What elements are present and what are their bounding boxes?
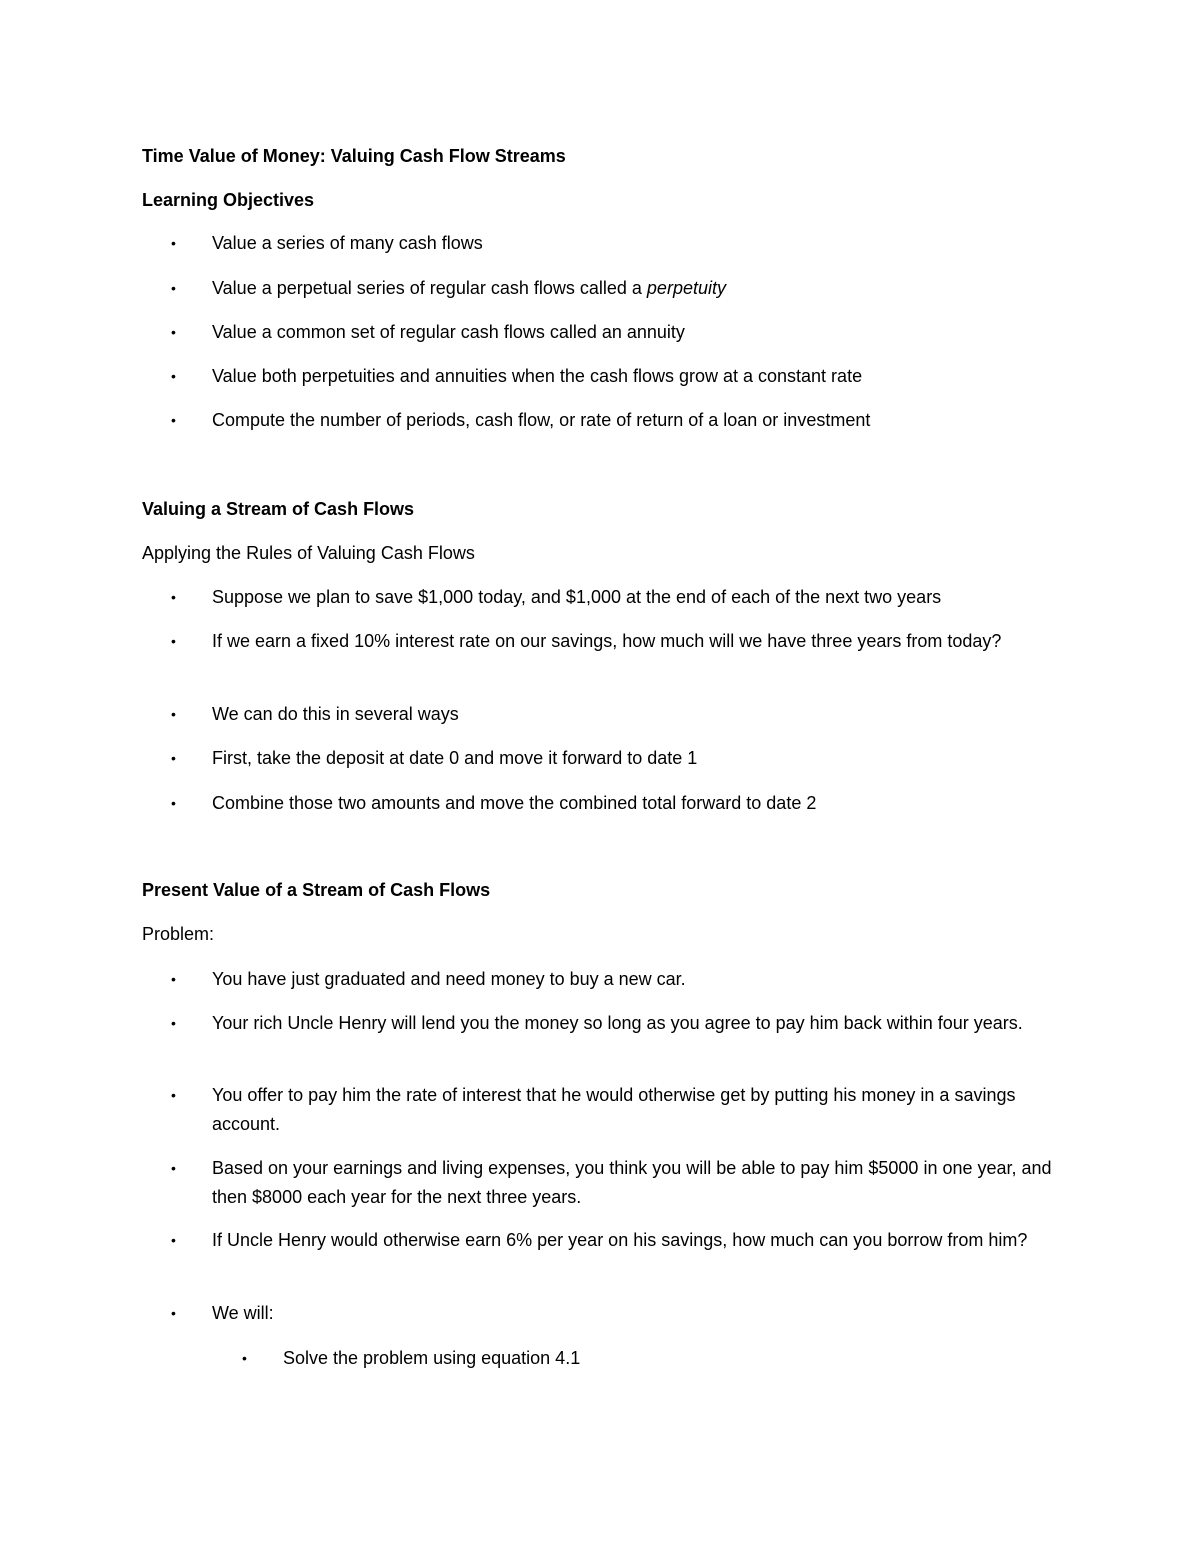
- document-title: Time Value of Money: Valuing Cash Flow Streams: [142, 146, 566, 166]
- bullet-icon: •: [171, 280, 176, 296]
- list-item-text: We can do this in several ways: [212, 704, 459, 724]
- section-heading-valuing-stream: Valuing a Stream of Cash Flows: [142, 499, 415, 519]
- list-item-text: Based on your earnings and living expenses, you think you will be able to pay him $5000 in one year, and then $8000 each year for the next three years.: [212, 1158, 1052, 1207]
- section-subheading-rules: Applying the Rules of Valuing Cash Flows: [142, 543, 475, 563]
- list-item-text: First, take the deposit at date 0 and move it forward to date 1: [212, 748, 698, 768]
- bullet-icon: •: [171, 589, 176, 605]
- bullet-icon: •: [171, 1015, 176, 1031]
- bullet-icon: •: [171, 750, 176, 766]
- list-item-text: We will:: [212, 1303, 274, 1323]
- list-item: [171, 1154, 1072, 1212]
- list-item: [171, 789, 1072, 818]
- list-item-text: Value a common set of regular cash flows called an annuity: [212, 322, 685, 342]
- learning-objectives-heading: Learning Objectives: [142, 190, 315, 210]
- bullet-icon: •: [171, 1087, 176, 1103]
- bullet-icon: •: [171, 368, 176, 384]
- list-item: [171, 965, 1072, 994]
- list-item: [171, 362, 1072, 391]
- sub-list-item: [242, 1344, 1063, 1373]
- list-item-text: If Uncle Henry would otherwise earn 6% per year on his savings, how much can you borrow from him?: [212, 1230, 1028, 1250]
- bullet-icon: •: [171, 412, 176, 428]
- emphasis-text: perpetuity: [646, 278, 726, 298]
- list-item-text: You have just graduated and need money to buy a new car.: [212, 969, 686, 989]
- sub-list-item-text: Solve the problem using equation 4.1: [283, 1348, 581, 1368]
- bullet-icon: •: [242, 1350, 247, 1366]
- list-item-text: Your rich Uncle Henry will lend you the money so long as you agree to pay him back within four years.: [212, 1013, 1023, 1033]
- bullet-icon: •: [171, 1232, 176, 1248]
- bullet-icon: •: [171, 706, 176, 722]
- list-item: [171, 274, 1072, 303]
- list-item-text: Value a perpetual series of regular cash flows called a: [212, 278, 647, 298]
- section-subheading-problem: Problem:: [142, 924, 215, 944]
- bullet-icon: •: [171, 324, 176, 340]
- list-item: [171, 318, 1072, 347]
- bullet-icon: •: [171, 633, 176, 649]
- list-item-text: Value both perpetuities and annuities when the cash flows grow at a constant rate: [212, 366, 863, 386]
- list-item-text: You offer to pay him the rate of interest that he would otherwise get by putting his money in a savings account.: [212, 1085, 1016, 1134]
- list-item: [171, 1299, 1072, 1328]
- bullet-icon: •: [171, 1305, 176, 1321]
- list-item: [171, 1009, 1072, 1038]
- list-item: [171, 627, 1072, 656]
- list-item-text: Suppose we plan to save $1,000 today, and $1,000 at the end of each of the next two years: [212, 587, 942, 607]
- list-item: [171, 1226, 1072, 1255]
- list-item-text: Combine those two amounts and move the combined total forward to date 2: [212, 793, 817, 813]
- list-item-text: Compute the number of periods, cash flow, or rate of return of a loan or investment: [212, 410, 871, 430]
- list-item: [171, 700, 1072, 729]
- list-item: [171, 229, 1072, 258]
- list-item: [171, 583, 1072, 612]
- list-item-text: If we earn a fixed 10% interest rate on our savings, how much will we have three years from today?: [212, 631, 1002, 651]
- bullet-icon: •: [171, 795, 176, 811]
- bullet-icon: •: [171, 235, 176, 251]
- list-item: [171, 744, 1072, 773]
- list-item: [171, 406, 1072, 435]
- bullet-icon: •: [171, 1160, 176, 1176]
- section-heading-present-value: Present Value of a Stream of Cash Flows: [142, 880, 491, 900]
- list-item-text: Value a series of many cash flows: [212, 233, 483, 253]
- bullet-icon: •: [171, 971, 176, 987]
- list-item: [171, 1081, 1072, 1139]
